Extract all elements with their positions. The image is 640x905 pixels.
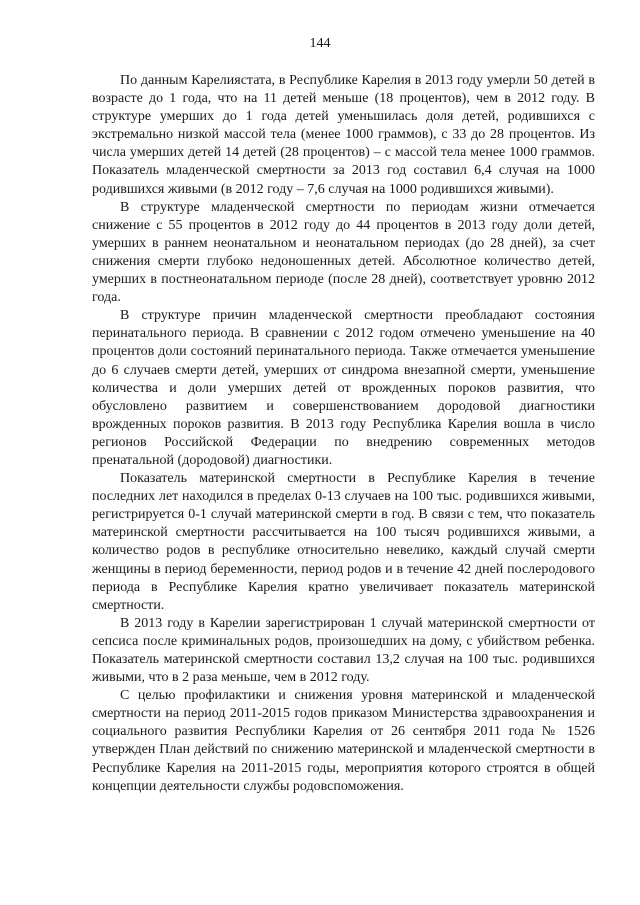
- paragraph-prevention-plan: С целью профилактики и снижения уровня материнской и младенческой смертности на период 2011-2015 годов приказом Министерства здравоохранения и социального развития Республики Карелия от 26 сентября 2011 года № 1526 утвержден План действий по снижению материнской и младенческой смертности в Республике Карелия на 2011-2015 годы, мероприятия которого строятся в общей концепции деятельности службы родовспоможения.: [92, 688, 595, 794]
- paragraph-infant-mortality-2013: По данным Карелиястата, в Республике Карелия в 2013 году умерли 50 детей в возрасте до 1 года, что на 11 детей меньше (18 процентов), чем в 2012 году. В структуре умерших до 1 года детей уменьшилась доля детей, родившихся с экстремально низкой массой тела (менее 1000 граммов), с 33 до 28 процентов. Из числа умерших детей 14 детей (28 процентов) – с массой тела менее 1000 граммов. Показатель младенческой смертности за 2013 год составил 6,4 случая на 1000 родившихся живыми (в 2012 году – 7,6 случая на 1000 родившихся живыми).: [92, 73, 595, 197]
- paragraph-mortality-by-life-period: В структуре младенческой смертности по периодам жизни отмечается снижение с 55 процентов в 2012 году до 44 процентов в 2013 году доли детей, умерших в раннем неонатальном и неонатальном периодах (до 28 дней), за счет снижения смерти глубоко недоношенных детей. Абсолютное количество детей, умерших в постнеонатальном периоде (после 28 дней), соответствует уровню 2012 года.: [92, 199, 595, 306]
- paragraph-maternal-death-2013: В 2013 году в Карелии зарегистрирован 1 случай материнской смертности от сепсиса после криминальных родов, произошедших на дому, с убийством ребенка. Показатель материнской смертности составил 13,2 случая на 100 тыс. родившихся живыми, что в 2 раза меньше, чем в 2012 году.: [92, 615, 595, 686]
- paragraph-maternal-mortality-rate: Показатель материнской смертности в Республике Карелия в течение последних лет находился в пределах 0-13 случаев на 100 тыс. родившихся живыми, регистрируется 0-1 случай материнской смерти в год. В связи с тем, что показатель материнской смертности рассчитывается на 100 тысяч родившихся живыми, а количество родов в республике относительно невелико, каждый случай смерти женщины в период беременности, период родов и в течение 42 дней послеродового периода в Республике Карелия кратно увеличивает показатель материнской смертности.: [92, 471, 595, 613]
- document-body: [92, 72, 595, 796]
- page-number: 144: [309, 36, 331, 51]
- paragraph-causes-of-infant-mortality: В структуре причин младенческой смертности преобладают состояния перинатального периода. В сравнении с 2012 годом отмечено уменьшение на 40 процентов доли состояний перинатального периода. Также отмечается уменьшение до 6 случаев смерти детей, умерших от синдрома внезапной смерти, уменьшение количества и доли умерших детей от врожденных пороков развития, что обусловлено развитием и совершенствованием дородовой диагностики врожденных пороков развития. В 2013 году Республика Карелия вошла в число регионов Российской Федерации по внедрению современных методов пренатальной (дородовой) диагностики.: [92, 308, 595, 468]
